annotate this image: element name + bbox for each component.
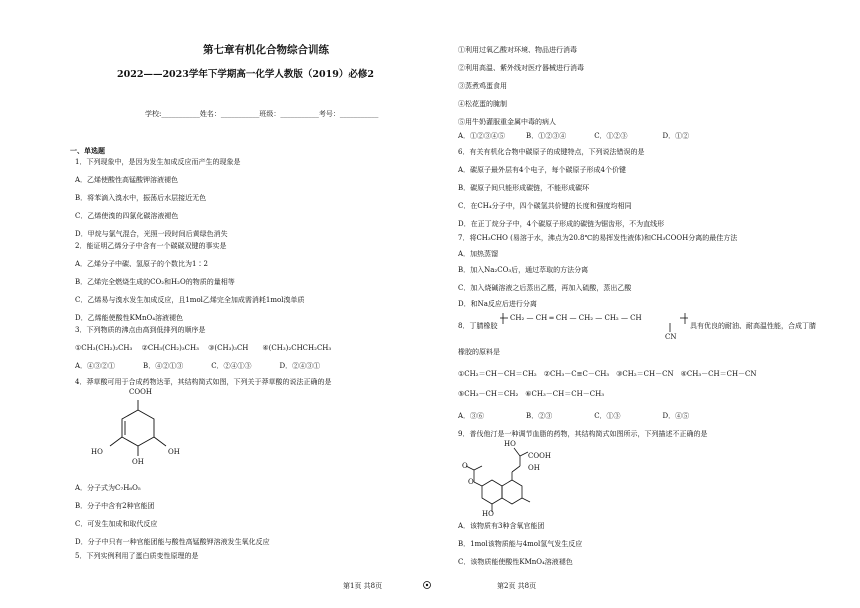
- q2-option-c: C．乙烯易与溴水发生加成反应，且1mol乙烯完全加成需消耗1mol溴单质: [75, 296, 305, 304]
- q8-stem-start: 8．丁腈橡胶: [458, 322, 498, 330]
- q6-option-b: B．碳原子间只能形成碳链，不能形成碳环: [458, 184, 590, 192]
- q7-option-b: B．加入Na₂CO₃后，通过萃取的方法分离: [458, 266, 589, 274]
- q5-item-2: ②利用高温、紫外线对医疗器械进行消毒: [458, 64, 584, 72]
- q7-option-a: A．加热蒸馏: [458, 250, 499, 258]
- q9-option-a: A．该物质有3种含氧官能团: [458, 522, 545, 530]
- q2-option-a: A．乙烯分子中碳、氢原子的个数比为1∶2: [75, 260, 208, 268]
- q7-option-d: D．和Na反应后进行分离: [458, 300, 537, 308]
- shikimic-acid-structure: [88, 388, 198, 468]
- pravastatin-cooh: COOH: [528, 452, 551, 460]
- q8-stem-cont: 具有优良的耐油、耐高温性能，合成丁腈: [690, 322, 816, 330]
- q4-option-b: B．分子中含有2种官能团: [75, 502, 155, 510]
- q2-stem: 2．能证明乙烯分子中含有一个碳碳双键的事实是: [75, 242, 227, 250]
- cooh-label: COOH: [129, 388, 152, 396]
- q5-stem: 5．下列实例利用了蛋白质变性原理的是: [75, 552, 199, 560]
- page-title: 第七章有机化合物综合训练: [203, 44, 329, 56]
- student-info-line: 学校:___________姓名：___________班级：___________考号：___________: [145, 110, 379, 118]
- q5-item-1: ①利用过氧乙酸对环境、物品进行消毒: [458, 46, 577, 54]
- q9-stem: 9．普伐他汀是一种调节血脂的药物，其结构简式如图所示，下列描述不正确的是: [458, 430, 708, 438]
- q5-item-4: ④松花蛋的腌制: [458, 100, 507, 108]
- oh-bottom-label: OH: [132, 458, 144, 466]
- q6-stem: 6．有关有机化合物中碳原子的成键特点，下列说法错误的是: [458, 148, 645, 156]
- q1-stem: 1．下列现象中，是因为发生加成反应而产生的现象是: [75, 158, 241, 166]
- oh-right-label: OH: [168, 448, 180, 456]
- q1-option-c: C．乙烯使溴的四氯化碳溶液褪色: [75, 212, 179, 220]
- q2-option-d: D．乙烯能使酸性KMnO₄溶液褪色: [75, 314, 184, 322]
- pravastatin-o1: O: [462, 462, 468, 470]
- ho-left-label: HO: [91, 448, 103, 456]
- shikimic-acid-drawing: [88, 388, 198, 468]
- page-number-right: 第2页 共8页: [497, 582, 537, 590]
- q8-row-1: ①CH₂＝CH－CH＝CH₂ ②CH₃－C≡C－CH₃ ③CH₂＝CH－CN ④CH₃－CH＝CH－CN: [458, 370, 757, 378]
- q2-option-b: B．乙烯完全燃烧生成的CO₂和H₂O的物质的量相等: [75, 278, 235, 286]
- page-number-left: 第1页 共8页: [343, 582, 383, 590]
- q7-stem: 7．将CH₃CHO (易溶于水，沸点为20.8℃的易挥发性液体)和CH₃COOH分离的最佳方法: [458, 234, 738, 242]
- q6-option-a: A．碳原子最外层有4个电子，每个碳原子形成4个价键: [458, 166, 626, 174]
- q9-option-b: B．1mol该物质能与4mol氢气发生反应: [458, 540, 583, 548]
- q3-stem: 3．下列物质的沸点由高到低排列的顺序是: [75, 326, 206, 334]
- page-subtitle: 2022——2023学年下学期高一化学人教版（2019）必修2: [117, 69, 374, 80]
- q8-row-2: ⑤CH₃－CH＝CH₂ ⑥CH₃－CH＝CH－CH₃: [458, 390, 604, 398]
- q9-option-c: C．该物质能使酸性KMnO₄溶液褪色: [458, 558, 573, 566]
- q6-option-d: D．在正丁烷分子中，4个碳原子形成的碳链为锯齿形，不为直线形: [458, 220, 665, 228]
- center-mark-icon: [422, 580, 432, 590]
- q1-option-d: D．甲烷与氯气混合，光照一段时间后黄绿色消失: [75, 230, 228, 238]
- pravastatin-structure: [462, 440, 572, 518]
- section-heading: 一、单选题: [70, 146, 105, 155]
- q4-option-d: D．分子中只有一种官能团能与酸性高锰酸钾溶液发生氧化反应: [75, 538, 270, 546]
- pravastatin-oh: OH: [528, 464, 540, 472]
- q1-option-b: B．将苯滴入溴水中，振荡后水层接近无色: [75, 194, 207, 202]
- pravastatin-ho-bottom: HO: [482, 510, 494, 518]
- q4-option-a: A．分子式为C₇H₆O₅: [75, 484, 141, 492]
- q5-item-5: ⑤用牛奶灌服重金属中毒的病人: [458, 118, 556, 126]
- pravastatin-drawing: [462, 440, 572, 518]
- pravastatin-o2: O: [468, 478, 474, 486]
- q5-item-3: ③蒸煮鸡蛋食用: [458, 82, 507, 90]
- q4-stem: 4．莽草酸可用于合成药物达菲，其结构简式如图，下列关于莽草酸的说法正确的是: [75, 378, 332, 386]
- q3-items: ①CH₃(CH₂)₂CH₃ ②CH₃(CH₂)₃CH₃ ③(CH₃)₃CH ④(CH₃)₂CHCH₂CH₃: [75, 344, 332, 352]
- nitrile-rubber-structure: [500, 312, 700, 342]
- q8-stem-end: 橡胶的原料是: [458, 348, 500, 356]
- q7-option-c: C．加入烧碱溶液之后蒸出乙醛，再加入硫酸，蒸出乙酸: [458, 284, 632, 292]
- q3-options: A．④③②① B．④②①③ C．②④①③ D．②④③①: [75, 362, 321, 370]
- q4-option-c: C．可发生加成和取代反应: [75, 520, 158, 528]
- nitrile-rubber-formula: CH₂ — CH ═ CH — CH₂ — CH₂ — CH: [510, 314, 642, 322]
- q8-options: A．③⑥ B．②③ C．①③ D．④⑤: [458, 412, 690, 420]
- q6-option-c: C．在CH₄分子中，四个碳氢共价键的长度和强度均相同: [458, 202, 632, 210]
- q1-option-a: A．乙烯使酸性高锰酸钾溶液褪色: [75, 176, 179, 184]
- q5-options: A．①②③④⑤ B．①②③④ C．①②③ D．①②: [458, 132, 690, 140]
- cn-label: CN: [665, 333, 677, 341]
- pravastatin-ho-top: HO: [504, 440, 516, 448]
